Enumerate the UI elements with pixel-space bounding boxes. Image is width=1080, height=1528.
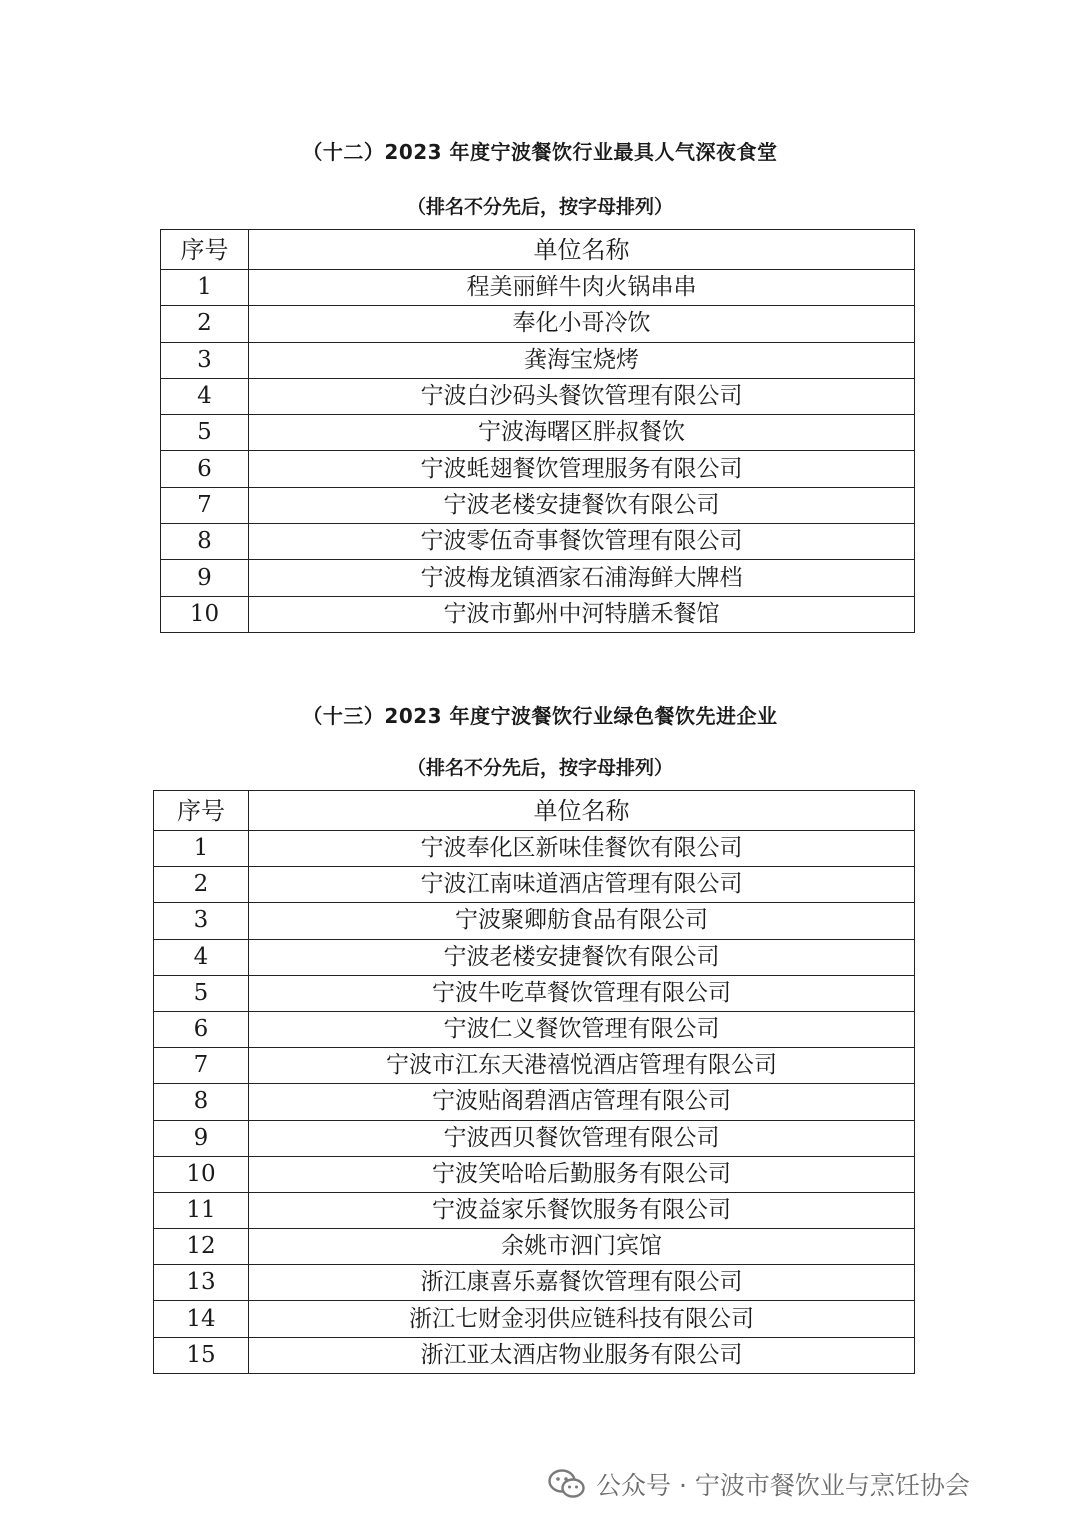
table-row bbox=[154, 1301, 915, 1337]
table-row bbox=[161, 270, 915, 306]
watermark bbox=[548, 1462, 970, 1506]
table-row bbox=[161, 342, 915, 378]
table-row bbox=[154, 1084, 915, 1120]
table-row bbox=[161, 415, 915, 451]
row-company-name: 宁波老楼安捷餐饮有限公司 bbox=[249, 487, 915, 523]
row-company-name: 浙江亚太酒店物业服务有限公司 bbox=[249, 1337, 915, 1373]
header-name: 单位名称 bbox=[249, 791, 915, 831]
row-company-name: 程美丽鲜牛肉火锅串串 bbox=[249, 270, 915, 306]
row-company-name: 宁波聚卿舫食品有限公司 bbox=[249, 903, 915, 939]
row-number: 5 bbox=[161, 415, 249, 451]
row-company-name: 宁波益家乐餐饮服务有限公司 bbox=[249, 1192, 915, 1228]
row-company-name: 余姚市泗门宾馆 bbox=[249, 1229, 915, 1265]
row-company-name: 宁波市鄞州中河特膳禾餐馆 bbox=[249, 596, 915, 632]
table-row bbox=[161, 524, 915, 560]
wechat-icon bbox=[548, 1468, 586, 1500]
table-header-row bbox=[154, 791, 915, 831]
row-company-name: 宁波牛吃草餐饮管理有限公司 bbox=[249, 975, 915, 1011]
row-company-name: 宁波零伍奇事餐饮管理有限公司 bbox=[249, 524, 915, 560]
row-number: 7 bbox=[154, 1048, 249, 1084]
row-number: 12 bbox=[154, 1229, 249, 1265]
row-number: 1 bbox=[161, 270, 249, 306]
row-number: 10 bbox=[154, 1156, 249, 1192]
table-row bbox=[154, 903, 915, 939]
row-company-name: 宁波西贝餐饮管理有限公司 bbox=[249, 1120, 915, 1156]
table-row bbox=[154, 1265, 915, 1301]
table-row bbox=[161, 487, 915, 523]
row-company-name: 宁波江南味道酒店管理有限公司 bbox=[249, 867, 915, 903]
row-company-name: 浙江康喜乐嘉餐饮管理有限公司 bbox=[249, 1265, 915, 1301]
section13-title: （十三）2023 年度宁波餐饮行业绿色餐饮先进企业 bbox=[302, 704, 778, 728]
table-row bbox=[161, 451, 915, 487]
watermark-text: 公众号 · 宁波市餐饮业与烹饪协会 bbox=[596, 1471, 970, 1500]
table-row bbox=[161, 306, 915, 342]
row-number: 14 bbox=[154, 1301, 249, 1337]
row-company-name: 宁波蚝翅餐饮管理服务有限公司 bbox=[249, 451, 915, 487]
row-number: 3 bbox=[161, 342, 249, 378]
row-company-name: 宁波奉化区新味佳餐饮有限公司 bbox=[249, 831, 915, 867]
section12-note: （排名不分先后，按字母排列） bbox=[406, 196, 673, 218]
table-row bbox=[161, 560, 915, 596]
row-number: 2 bbox=[161, 306, 249, 342]
table-row bbox=[154, 975, 915, 1011]
row-company-name: 宁波海曙区胖叔餐饮 bbox=[249, 415, 915, 451]
row-number: 9 bbox=[161, 560, 249, 596]
section12-table bbox=[160, 229, 915, 633]
row-company-name: 宁波贴阁碧酒店管理有限公司 bbox=[249, 1084, 915, 1120]
table-row bbox=[154, 1229, 915, 1265]
row-number: 15 bbox=[154, 1337, 249, 1373]
row-company-name: 宁波笑哈哈后勤服务有限公司 bbox=[249, 1156, 915, 1192]
row-company-name: 奉化小哥冷饮 bbox=[249, 306, 915, 342]
row-number: 8 bbox=[161, 524, 249, 560]
header-no: 序号 bbox=[161, 230, 249, 270]
row-company-name: 宁波老楼安捷餐饮有限公司 bbox=[249, 939, 915, 975]
table-row bbox=[161, 596, 915, 632]
table-row bbox=[154, 1337, 915, 1373]
section13-table bbox=[153, 790, 915, 1374]
table-row bbox=[154, 1011, 915, 1047]
row-number: 11 bbox=[154, 1192, 249, 1228]
table-row bbox=[154, 1120, 915, 1156]
section13-note: （排名不分先后，按字母排列） bbox=[406, 757, 673, 779]
table-row bbox=[154, 1048, 915, 1084]
table-row bbox=[154, 939, 915, 975]
table-header-row bbox=[161, 230, 915, 270]
row-number: 13 bbox=[154, 1265, 249, 1301]
row-number: 8 bbox=[154, 1084, 249, 1120]
row-number: 10 bbox=[161, 596, 249, 632]
row-company-name: 浙江七财金羽供应链科技有限公司 bbox=[249, 1301, 915, 1337]
row-company-name: 龚海宝烧烤 bbox=[249, 342, 915, 378]
row-number: 3 bbox=[154, 903, 249, 939]
row-company-name: 宁波仁义餐饮管理有限公司 bbox=[249, 1011, 915, 1047]
table-row bbox=[154, 831, 915, 867]
row-number: 4 bbox=[161, 378, 249, 414]
row-number: 2 bbox=[154, 867, 249, 903]
row-company-name: 宁波白沙码头餐饮管理有限公司 bbox=[249, 378, 915, 414]
row-company-name: 宁波市江东天港禧悦酒店管理有限公司 bbox=[249, 1048, 915, 1084]
row-number: 6 bbox=[161, 451, 249, 487]
row-number: 5 bbox=[154, 975, 249, 1011]
row-company-name: 宁波梅龙镇酒家石浦海鲜大牌档 bbox=[249, 560, 915, 596]
table-row bbox=[154, 1192, 915, 1228]
table-row bbox=[154, 1156, 915, 1192]
table-row bbox=[154, 867, 915, 903]
section12-title: （十二）2023 年度宁波餐饮行业最具人气深夜食堂 bbox=[302, 140, 778, 164]
row-number: 6 bbox=[154, 1011, 249, 1047]
row-number: 7 bbox=[161, 487, 249, 523]
row-number: 4 bbox=[154, 939, 249, 975]
header-name: 单位名称 bbox=[249, 230, 915, 270]
row-number: 9 bbox=[154, 1120, 249, 1156]
row-number: 1 bbox=[154, 831, 249, 867]
table-row bbox=[161, 378, 915, 414]
header-no: 序号 bbox=[154, 791, 249, 831]
